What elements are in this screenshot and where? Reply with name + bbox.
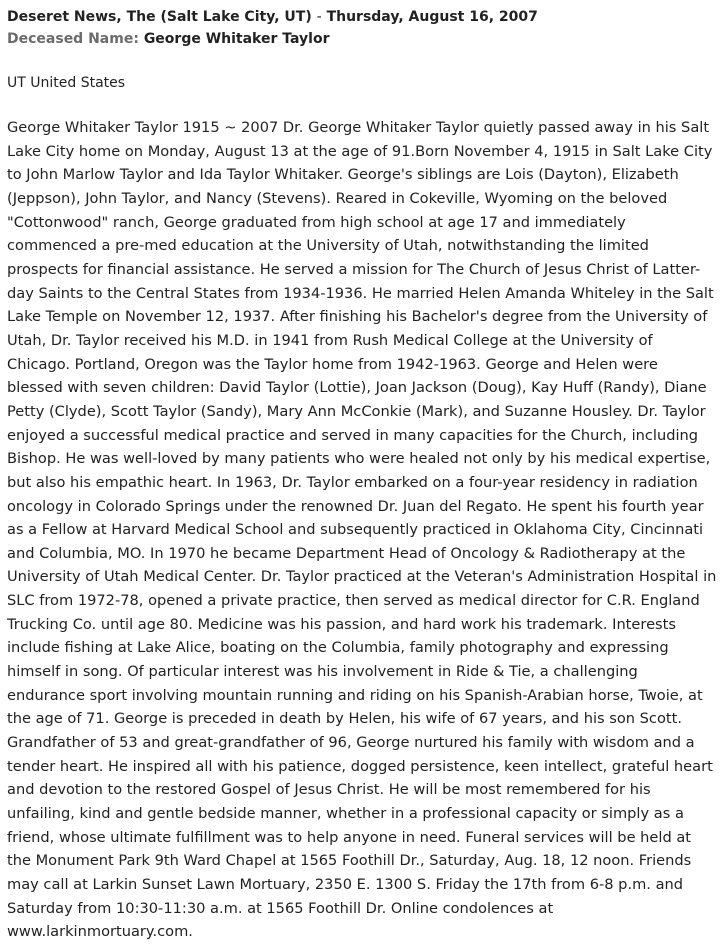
publication-line [7,6,718,28]
deceased-line [7,28,718,50]
location: UT United States [7,75,126,91]
publication-date: Thursday, August 16, 2007 [326,9,538,25]
deceased-name: George Whitaker Taylor [143,31,330,47]
header-separator: - [316,9,322,25]
obituary-text: George Whitaker Taylor 1915 ~ 2007 Dr. George Whitaker Taylor quietly passed away in his Salt Lake City home on Monday, August 13 at the age of 91.Born November 4, 1915 in Salt Lake City to John Marlow Taylor and Ida Taylor Whitaker. George's siblings are Lois (Dayton), Elizabeth (Jeppson), John Taylor, and Nancy (Stevens). Reared in Cokeville, Wyoming on the beloved "Cottonwood" ranch, George graduated from high school at age 17 and immediately commenced a pre-med education at the University of Utah, notwithstanding the limited prospects for financial assistance. He served a mission for The Church of Jesus Christ of Latter-day Saints to the Central States from 1934-1936. He married Helen Amanda Whiteley in the Salt Lake Temple on November 12, 1937. After finishing his Bachelor's degree from the University of Utah, Dr. Taylor received his M.D. in 1941 from Rush Medical College at the University of Chicago. Portland, Oregon was the Taylor home from 1942-1963. George and Helen were blessed with seven children: David Taylor (Lottie), Joan Jackson (Doug), Kay Huff (Randy), Diane Petty (Clyde), Scott Taylor (Sandy), Mary Ann McConkie (Mark), and Suzanne Housley. Dr. Taylor enjoyed a successful medical practice and served in many capacities for the Church, including Bishop. He was well-loved by many patients who were healed not only by his medical expertise, but also his empathic heart. In 1963, Dr. Taylor embarked on a four-year residency in radiation oncology in Colorado Springs under the renowned Dr. Juan del Regato. He spent his fourth year as a Fellow at Harvard Medical School and subsequently practiced in Oklahoma City, Cincinnati and Columbia, MO. In 1970 he became Department Head of Oncology & Radiotherapy at the University of Utah Medical Center. Dr. Taylor practiced at the Veteran's Administration Hospital in SLC from 1972-78, opened a private practice, then served as medical director for C.R. England Trucking Co. until age 80. Medicine was his passion, and hard work his trademark. Interests include fishing at Lake Alice, boating on the Columbia, family photography and expressing himself in song. Of particular interest was his involvement in Ride & Tie, a challenging endurance sport involving mountain running and riding on his Spanish-Arabian horse, Twoie, at the age of 71. George is preceded in death by Helen, his wife of 67 years, and his son Scott. Grandfather of 53 and great-grandfather of 96, George nurtured his family with wisdom and a tender heart. He inspired all with his patience, dogged persistence, keen intellect, grateful heart and devotion to the restored Gospel of Jesus Christ. He will be most remembered for his unfailing, kind and gentle bedside manner, whether in a professional capacity or simply as a friend, whose ultimate fulfillment was to help anyone in need. Funeral services will be held at the Monument Park 9th Ward Chapel at 1565 Foothill Dr., Saturday, Aug. 18, 12 noon. Friends may call at Larkin Sunset Lawn Mortuary, 2350 E. 1300 S. Friday the 17th from 6-8 p.m. and Saturday from 10:30-11:30 a.m. at 1565 Foothill Dr. Online condolences at www.larkinmortuary.com. [7,119,717,941]
publication-name: Deseret News, The (Salt Lake City, UT) [7,9,312,25]
deceased-label: Deceased Name: [7,31,139,47]
